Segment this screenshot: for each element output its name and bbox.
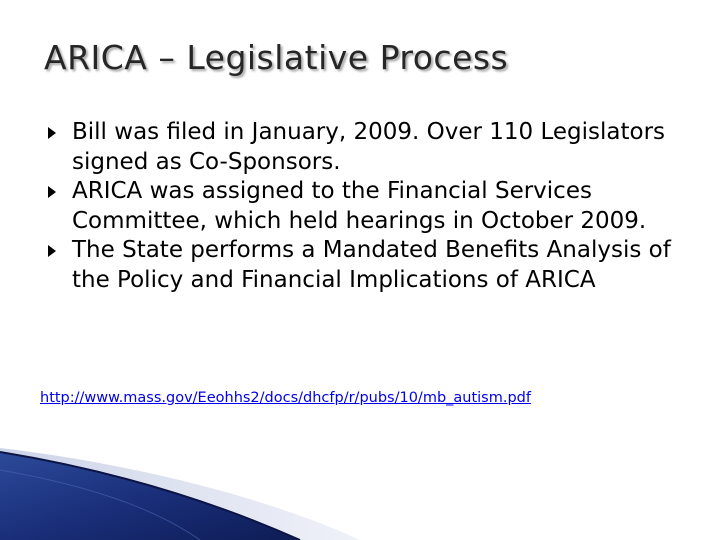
slide-title: ARICA – Legislative Process xyxy=(44,38,509,77)
bullet-text: Bill was filed in January, 2009. Over 110 Legislators signed as Co-Sponsors. xyxy=(72,119,666,175)
bullet-text: ARICA was assigned to the Financial Services Committee, which held hearings in October 2009. xyxy=(72,178,647,234)
blue-swoosh xyxy=(0,452,300,540)
source-link[interactable]: http://www.mass.gov/Eeohhs2/docs/dhcfp/r/pubs/10/mb_autism.pdf xyxy=(40,390,531,406)
bullet-text: The State performs a Mandated Benefits Analysis of the Policy and Financial Implications of ARICA xyxy=(72,237,671,293)
